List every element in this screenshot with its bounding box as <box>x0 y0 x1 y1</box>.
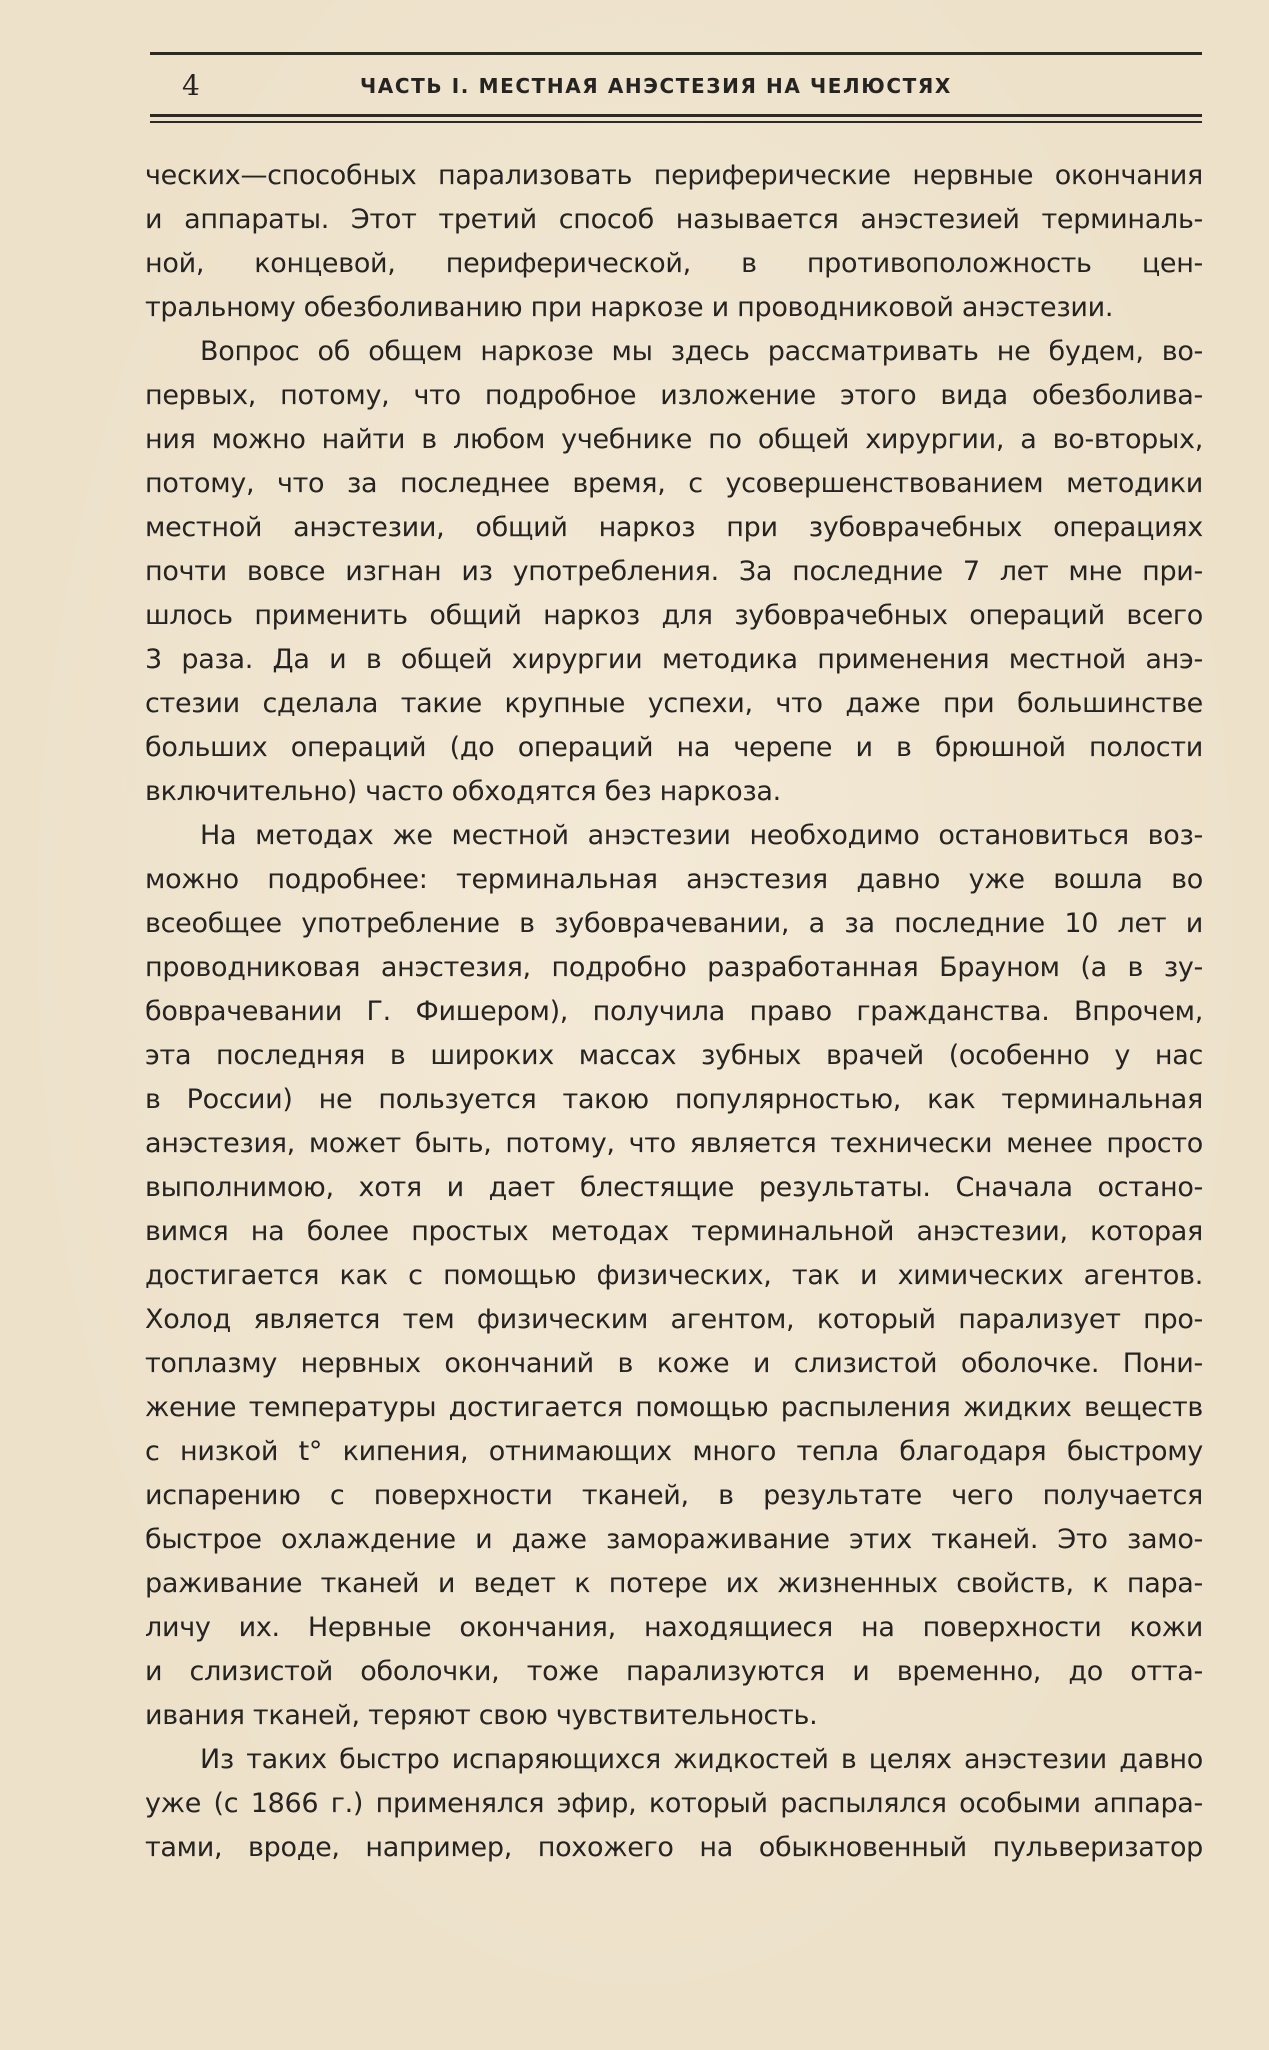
text-line: достигается как с помощью физических, так и химических агентов. <box>145 1260 1203 1291</box>
text-line: боврачевании Г. Фишером), получила право гражданства. Впрочем, <box>145 996 1203 1027</box>
text-line: быстрое охлаждение и даже замораживание этих тканей. Это замо- <box>145 1524 1203 1555</box>
text-line: жение температуры достигается помощью распыления жидких веществ <box>145 1392 1203 1423</box>
text-line: с низкой t° кипения, отнимающих много тепла благодаря быстрому <box>145 1436 1203 1467</box>
running-head: ЧАСТЬ I. МЕСТНАЯ АНЭСТЕЗИЯ НА ЧЕЛЮСТЯХ <box>360 74 952 98</box>
text-line: уже (с 1866 г.) применялся эфир, который распылялся особыми аппара- <box>145 1788 1203 1819</box>
text-line: вимся на более простых методах терминальной анэстезии, которая <box>145 1216 1203 1247</box>
text-line: включительно) часто обходятся без наркоза. <box>145 776 781 807</box>
text-line: ной, концевой, периферической, в противоположность цен- <box>145 248 1203 279</box>
text-line: первых, потому, что подробное изложение этого вида обезболива- <box>145 380 1203 411</box>
text-line: ивания тканей, теряют свою чувствительность. <box>145 1700 818 1731</box>
header-bottom-rule <box>150 114 1202 117</box>
text-line: проводниковая анэстезия, подробно разработанная Брауном (а в зу- <box>145 952 1203 983</box>
text-line: потому, что за последнее время, с усовершенствованием методики <box>145 468 1203 499</box>
text-line: тральному обезболиванию при наркозе и проводниковой анэстезии. <box>145 292 1114 323</box>
text-line: анэстезия, может быть, потому, что является технически менее просто <box>145 1128 1203 1159</box>
text-line: всеобщее употребление в зубоврачевании, а за последние 10 лет и <box>145 908 1203 939</box>
text-line: Вопрос об общем наркозе мы здесь рассматривать не будем, во- <box>200 336 1203 367</box>
text-line: эта последняя в широких массах зубных врачей (особенно у нас <box>145 1040 1203 1071</box>
text-line: На методах же местной анэстезии необходимо остановиться воз- <box>200 820 1203 851</box>
text-line: ния можно найти в любом учебнике по общей хирургии, а во-вторых, <box>145 424 1203 455</box>
text-line: местной анэстезии, общий наркоз при зубоврачебных операциях <box>145 512 1203 543</box>
text-line: Из таких быстро испаряющихся жидкостей в целях анэстезии давно <box>200 1744 1203 1775</box>
text-line: можно подробнее: терминальная анэстезия давно уже вошла во <box>145 864 1203 895</box>
text-line: топлазму нервных окончаний в коже и слизистой оболочке. Пони- <box>145 1348 1203 1379</box>
text-line: шлось применить общий наркоз для зубоврачебных операций всего <box>145 600 1203 631</box>
text-line: выполнимою, хотя и дает блестящие результаты. Сначала остано- <box>145 1172 1203 1203</box>
page-number: 4 <box>182 69 200 102</box>
text-line: в России) не пользуется такою популярностью, как терминальная <box>145 1084 1203 1115</box>
text-line: раживание тканей и ведет к потере их жизненных свойств, к пара- <box>145 1568 1203 1599</box>
page-header <box>150 52 1202 124</box>
header-top-rule <box>150 52 1202 55</box>
text-line: Холод является тем физическим агентом, который парализует про- <box>145 1304 1203 1335</box>
header-bottom-thin-rule <box>150 121 1202 123</box>
text-line: ческих—способных парализовать периферические нервные окончания <box>145 160 1203 191</box>
text-line: испарению с поверхности тканей, в результате чего получается <box>145 1480 1203 1511</box>
text-line: и аппараты. Этот третий способ называется анэстезией терминаль- <box>145 204 1203 235</box>
text-line: тами, вроде, например, похожего на обыкновенный пульверизатор <box>145 1832 1203 1863</box>
text-line: и слизистой оболочки, тоже парализуются и временно, до отта- <box>145 1656 1203 1687</box>
text-line: личу их. Нервные окончания, находящиеся на поверхности кожи <box>145 1612 1203 1643</box>
text-line: 3 раза. Да и в общей хирургии методика применения местной анэ- <box>145 644 1203 675</box>
body-text <box>145 154 1203 1870</box>
text-line: почти вовсе изгнан из употребления. За последние 7 лет мне при- <box>145 556 1203 587</box>
text-line: стезии сделала такие крупные успехи, что даже при большинстве <box>145 688 1203 719</box>
text-line: больших операций (до операций на черепе и в брюшной полости <box>145 732 1203 763</box>
